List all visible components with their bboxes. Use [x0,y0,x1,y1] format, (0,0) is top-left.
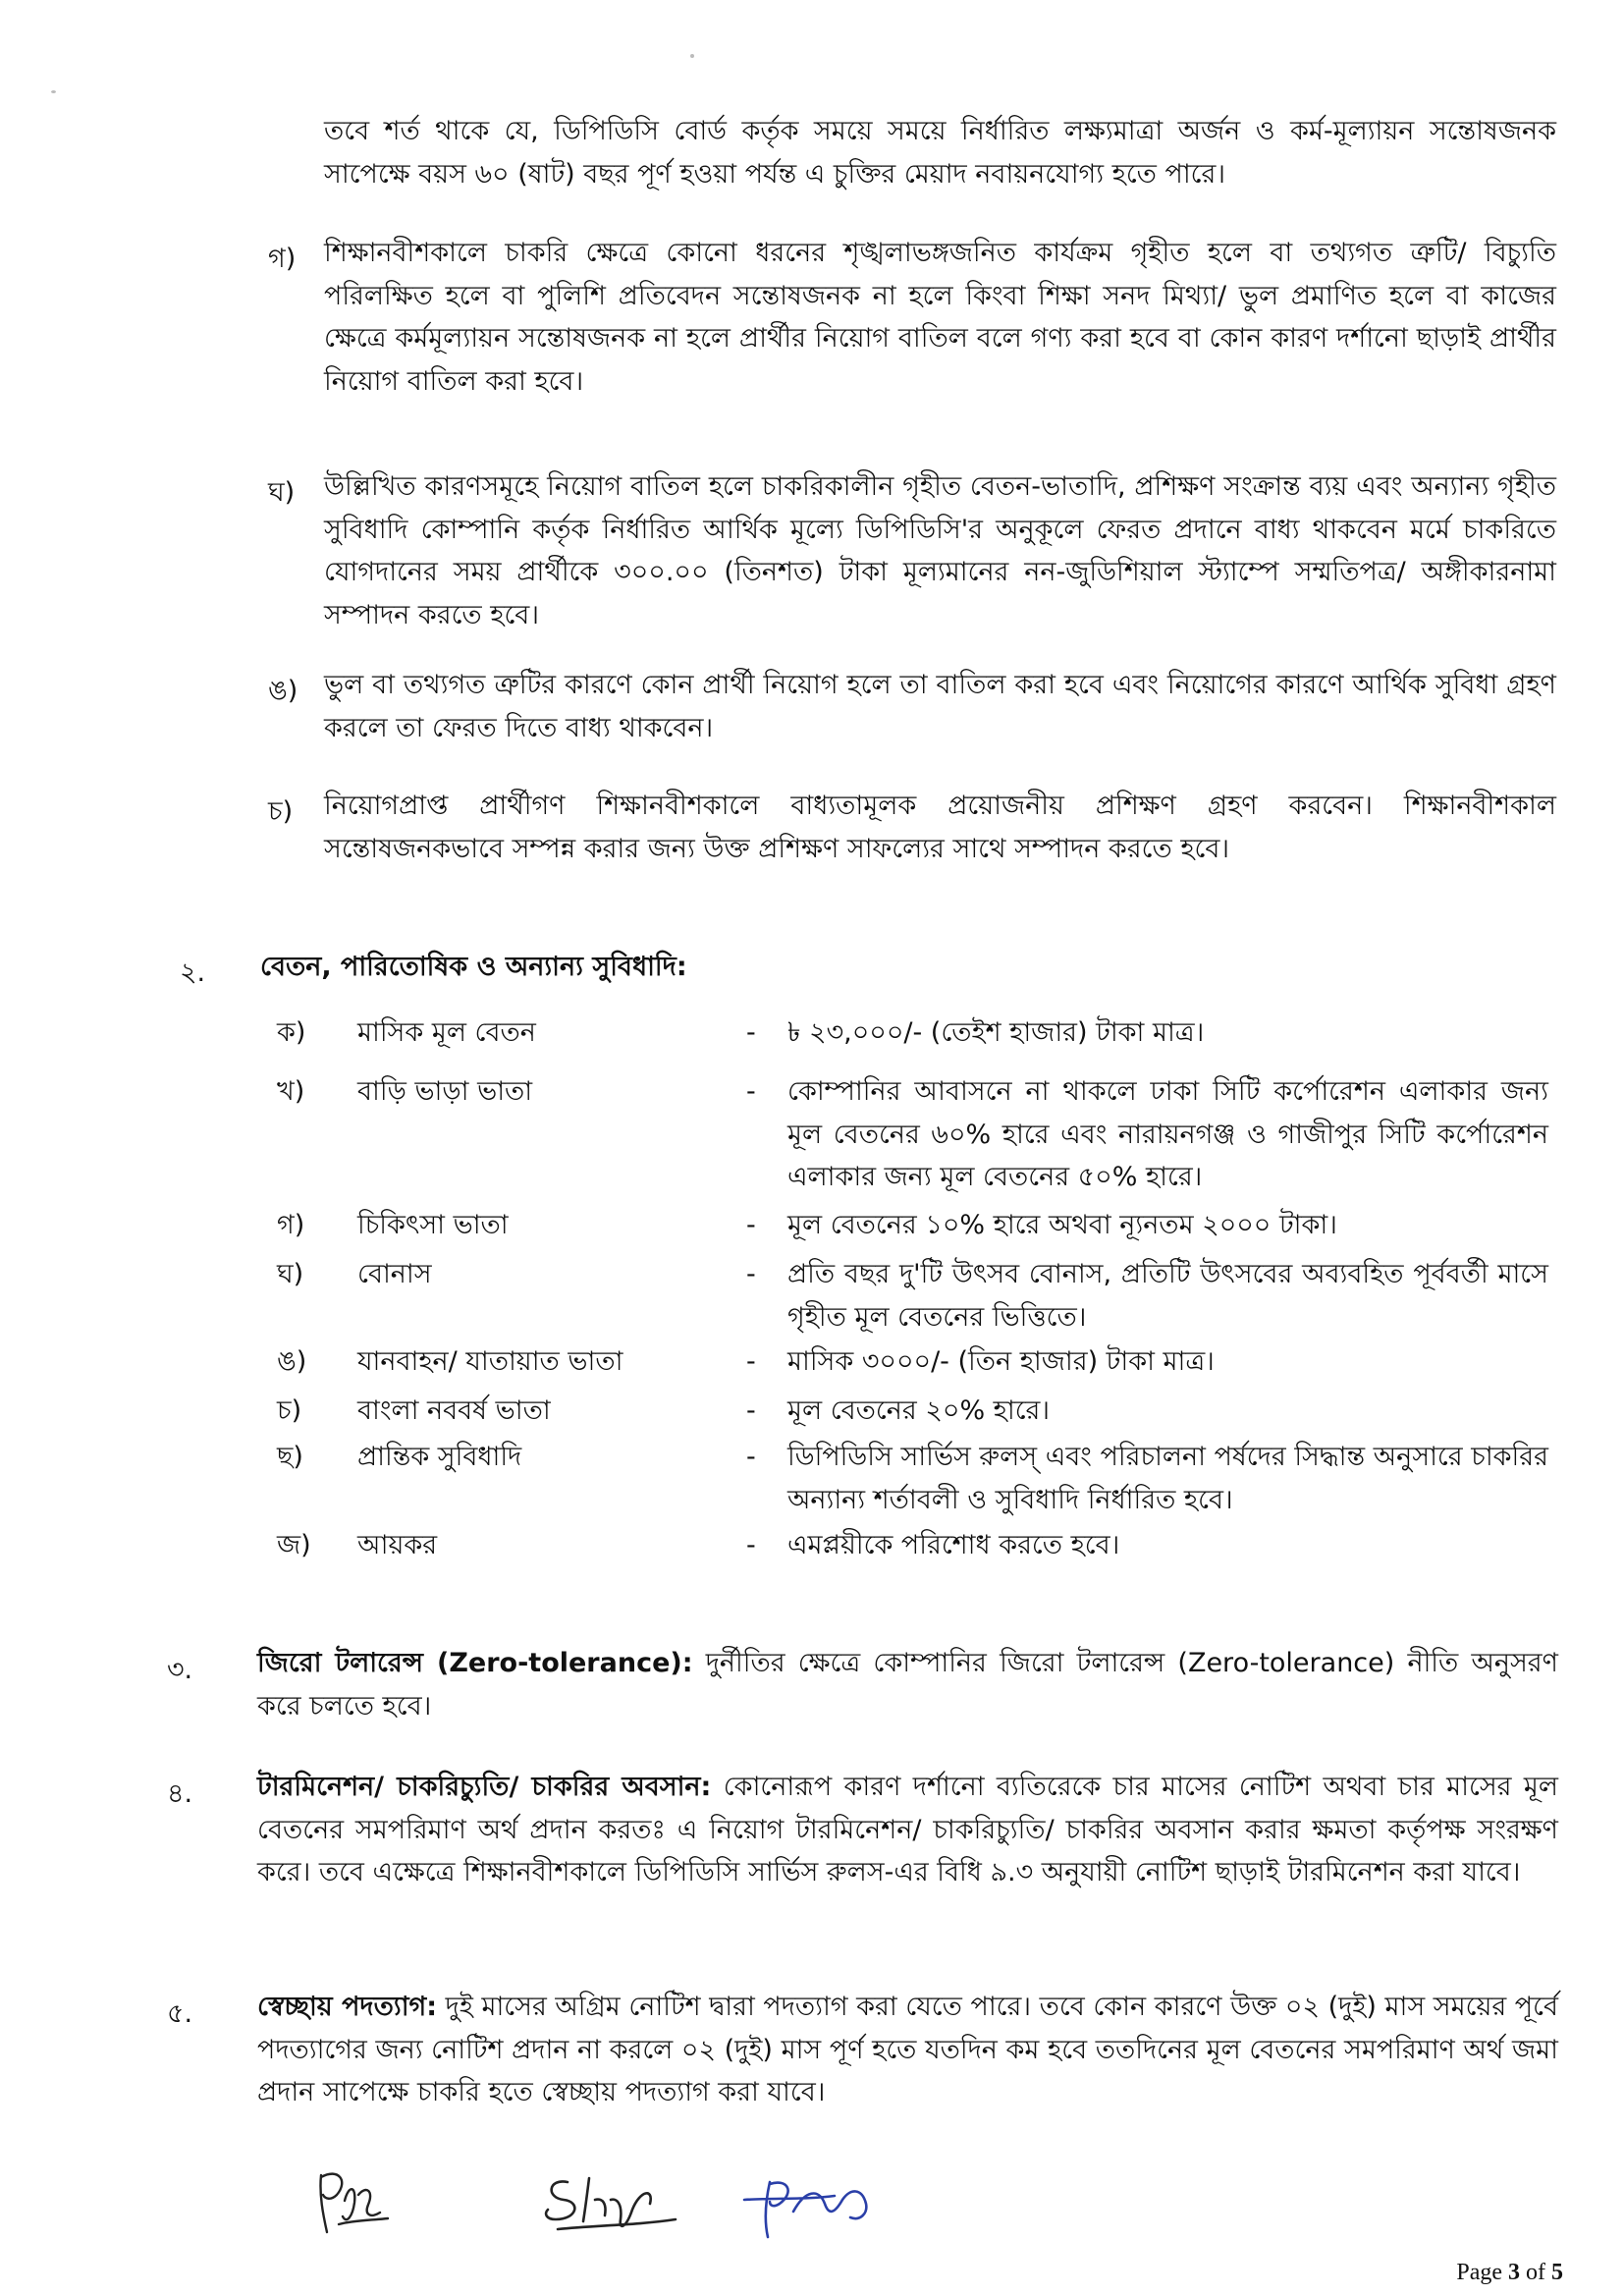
row-dash: - [746,1346,756,1377]
section-body [257,1986,1558,2114]
signature-1 [309,2156,398,2244]
clause-label: ঘ) [268,477,296,508]
scan-speck [51,90,56,93]
row-value: মূল বেতনের ২০% হারে। [787,1395,1051,1426]
row-value: ডিপিডিসি সার্ভিস রুলস্ এবং পরিচালনা পর্ষদের সিদ্ধান্ত অনুসারে চাকরির অন্যান্য শর্তাবলী ও সুবিধাদি নির্ধারিত হবে। [787,1442,1548,1515]
section-body [257,1766,1558,1894]
section-body [257,1642,1558,1727]
row-dash: - [746,1259,756,1289]
page-number [1456,2260,1563,2286]
clause-text: নিয়োগপ্রাপ্ত প্রার্থীগণ শিক্ষানবীশকালে বাধ্যতামূলক প্রয়োজনীয় প্রশিক্ষণ গ্রহণ করবেন। শিক্ষানবীশকাল সন্তোষজনকভাবে সম্পন্ন করার জন্য উক্ত প্রশিক্ষণ সাফল্যের সাথে সম্পাদন করতে হবে। [324,791,1556,864]
clause-label: গ) [268,244,297,274]
row-value: প্রতি বছর দু'টি উৎসব বোনাস, প্রতিটি উৎসবের অব্যবহিত পূর্ববর্তী মাসে গৃহীত মূল বেতনের ভিত্তিতে। [787,1259,1548,1333]
row-dash: - [746,1442,756,1472]
row-label: খ) [277,1076,305,1107]
row-value: মূল বেতনের ১০% হারে অথবা ন্যূনতম ২০০০ টাকা। [787,1210,1337,1240]
row-label: ক) [277,1017,306,1048]
row-dash: - [746,1076,756,1107]
row-label: গ) [277,1210,305,1240]
page-prefix: Page [1456,2260,1508,2285]
row-name: আয়কর [357,1530,438,1560]
row-value: কোম্পানির আবাসনে না থাকলে ঢাকা সিটি কর্পোরেশন এলাকার জন্য মূল বেতনের ৬০% হারে এবং নারায়নগঞ্জ ও গাজীপুর সিটি কর্পোরেশন এলাকার জন্য মূল বেতনের ৫০% হারে। [787,1076,1548,1193]
row-name: প্রান্তিক সুবিধাদি [357,1442,522,1472]
row-dash: - [746,1017,756,1048]
clause-label: ঙ) [268,676,298,706]
clause-continuation: তবে শর্ত থাকে যে, ডিপিডিসি বোর্ড কর্তৃক সময়ে সময়ে নির্ধারিত লক্ষ্যমাত্রা অর্জন ও কর্ম-মূল্যায়ন সন্তোষজনক সাপেক্ষে বয়স ৬০ (ষাট) বছর পূর্ণ হওয়া পর্যন্ত এ চুক্তির মেয়াদ নবায়নযোগ্য হতে পারে। [324,116,1556,190]
page-total: 5 [1551,2260,1563,2285]
section-heading: টারমিনেশন/ চাকরিচ্যুতি/ চাকরির অবসান: [257,1772,712,1802]
section-number: ৪. [167,1778,193,1809]
row-name: বোনাস [357,1259,432,1289]
section-text: দুর্নীতির ক্ষেত্রে কোম্পানির জিরো টলারেন্স (Zero-tolerance) নীতি অনুসরণ করে চলতে হবে। [257,1648,1558,1722]
row-value: এমপ্লয়ীকে পরিশোধ করতে হবে। [787,1530,1120,1560]
row-value: ৳ ২৩,০০০/- (তেইশ হাজার) টাকা মাত্র। [787,1017,1205,1048]
row-label: ঙ) [277,1346,307,1377]
row-label: ঘ) [277,1259,304,1289]
section-heading: জিরো টলারেন্স (Zero-tolerance): [257,1648,693,1678]
page-mid: of [1520,2260,1551,2285]
scan-speck [690,54,694,58]
row-name: চিকিৎসা ভাতা [357,1210,509,1240]
clause-label: চ) [268,796,294,827]
section-heading: স্বেচ্ছায় পদত্যাগ: [257,1992,438,2022]
row-name: বাংলা নববর্ষ ভাতা [357,1395,551,1426]
row-value: মাসিক ৩০০০/- (তিন হাজার) টাকা মাত্র। [787,1346,1215,1377]
row-dash: - [746,1530,756,1560]
clause-text: উল্লিখিত কারণসমূহে নিয়োগ বাতিল হলে চাকরিকালীন গৃহীত বেতন-ভাতাদি, প্রশিক্ষণ সংক্রান্ত ব্যয় এবং অন্যান্য গৃহীত সুবিধাদি কোম্পানি কর্তৃক নির্ধারিত আর্থিক মূল্যে ডিপিডিসি'র অনুকূলে ফেরত প্রদানে বাধ্য থাকবেন মর্মে চাকরিতে যোগদানের সময় প্রার্থীকে ৩০০.০০ (তিনশত) টাকা মূল্যমানের নন-জুডিশিয়াল স্ট্যাম্পে সম্মতিপত্র/ অঙ্গীকারনামা সম্পাদন করতে হবে। [324,471,1556,631]
clause-text: শিক্ষানবীশকালে চাকরি ক্ষেত্রে কোনো ধরনের শৃঙ্খলাভঙ্গজনিত কার্যক্রম গৃহীত হলে বা তথ্যগত ত্রুটি/ বিচ্যুতি পরিলক্ষিত হলে বা পুলিশি প্রতিবেদন সন্তোষজনক না হলে কিংবা শিক্ষা সনদ মিথ্যা/ ভুল প্রমাণিত হলে বা কাজের ক্ষেত্রে কর্মমূল্যায়ন সন্তোষজনক না হলে প্রার্থীর নিয়োগ বাতিল বলে গণ্য করা হবে বা কোন কারণ দর্শানো ছাড়াই প্রার্থীর নিয়োগ বাতিল করা হবে। [324,238,1556,398]
row-label: ছ) [277,1442,303,1472]
signature-3 [736,2170,884,2249]
signature-2 [538,2170,685,2244]
row-name: বাড়ি ভাড়া ভাতা [357,1076,533,1107]
row-dash: - [746,1395,756,1426]
section-number: ২. [180,957,206,988]
row-dash: - [746,1210,756,1240]
section-text: কোনোরূপ কারণ দর্শানো ব্যতিরেকে চার মাসের নোটিশ অথবা চার মাসের মূল বেতনের সমপরিমাণ অর্থ প্রদান করতঃ এ নিয়োগ টারমিনেশন/ চাকরিচ্যুতি/ চাকরির অবসান করার ক্ষমতা কর্তৃপক্ষ সংরক্ষণ করে। তবে এক্ষেত্রে শিক্ষানবীশকালে ডিপিডিসি সার্ভিস রুলস-এর বিধি ৯.৩ অনুযায়ী নোটিশ ছাড়াই টারমিনেশন করা যাবে। [257,1772,1558,1888]
row-name: যানবাহন/ যাতায়াত ভাতা [357,1346,623,1377]
row-label: জ) [277,1530,311,1560]
section-number: ৫. [167,1998,193,2029]
clause-text: ভুল বা তথ্যগত ত্রুটির কারণে কোন প্রার্থী নিয়োগ হলে তা বাতিল করা হবে এবং নিয়োগের কারণে আর্থিক সুবিধা গ্রহণ করলে তা ফেরত দিতে বাধ্য থাকবেন। [324,670,1556,743]
section-number: ৩. [167,1655,193,1685]
section-heading: বেতন, পারিতোষিক ও অন্যান্য সুবিধাদি: [260,952,687,982]
row-label: চ) [277,1395,302,1426]
page-current: 3 [1508,2260,1520,2285]
section-text: দুই মাসের অগ্রিম নোটিশ দ্বারা পদত্যাগ করা যেতে পারে। তবে কোন কারণে উক্ত ০২ (দুই) মাস সময়ের পূর্বে পদত্যাগের জন্য নোটিশ প্রদান না করলে ০২ (দুই) মাস পূর্ণ হতে যতদিন কম হবে ততদিনের মূল বেতনের সমপরিমাণ অর্থ জমা প্রদান সাপেক্ষে চাকরি হতে স্বেচ্ছায় পদত্যাগ করা যাবে। [257,1992,1559,2108]
row-name: মাসিক মূল বেতন [357,1017,536,1048]
